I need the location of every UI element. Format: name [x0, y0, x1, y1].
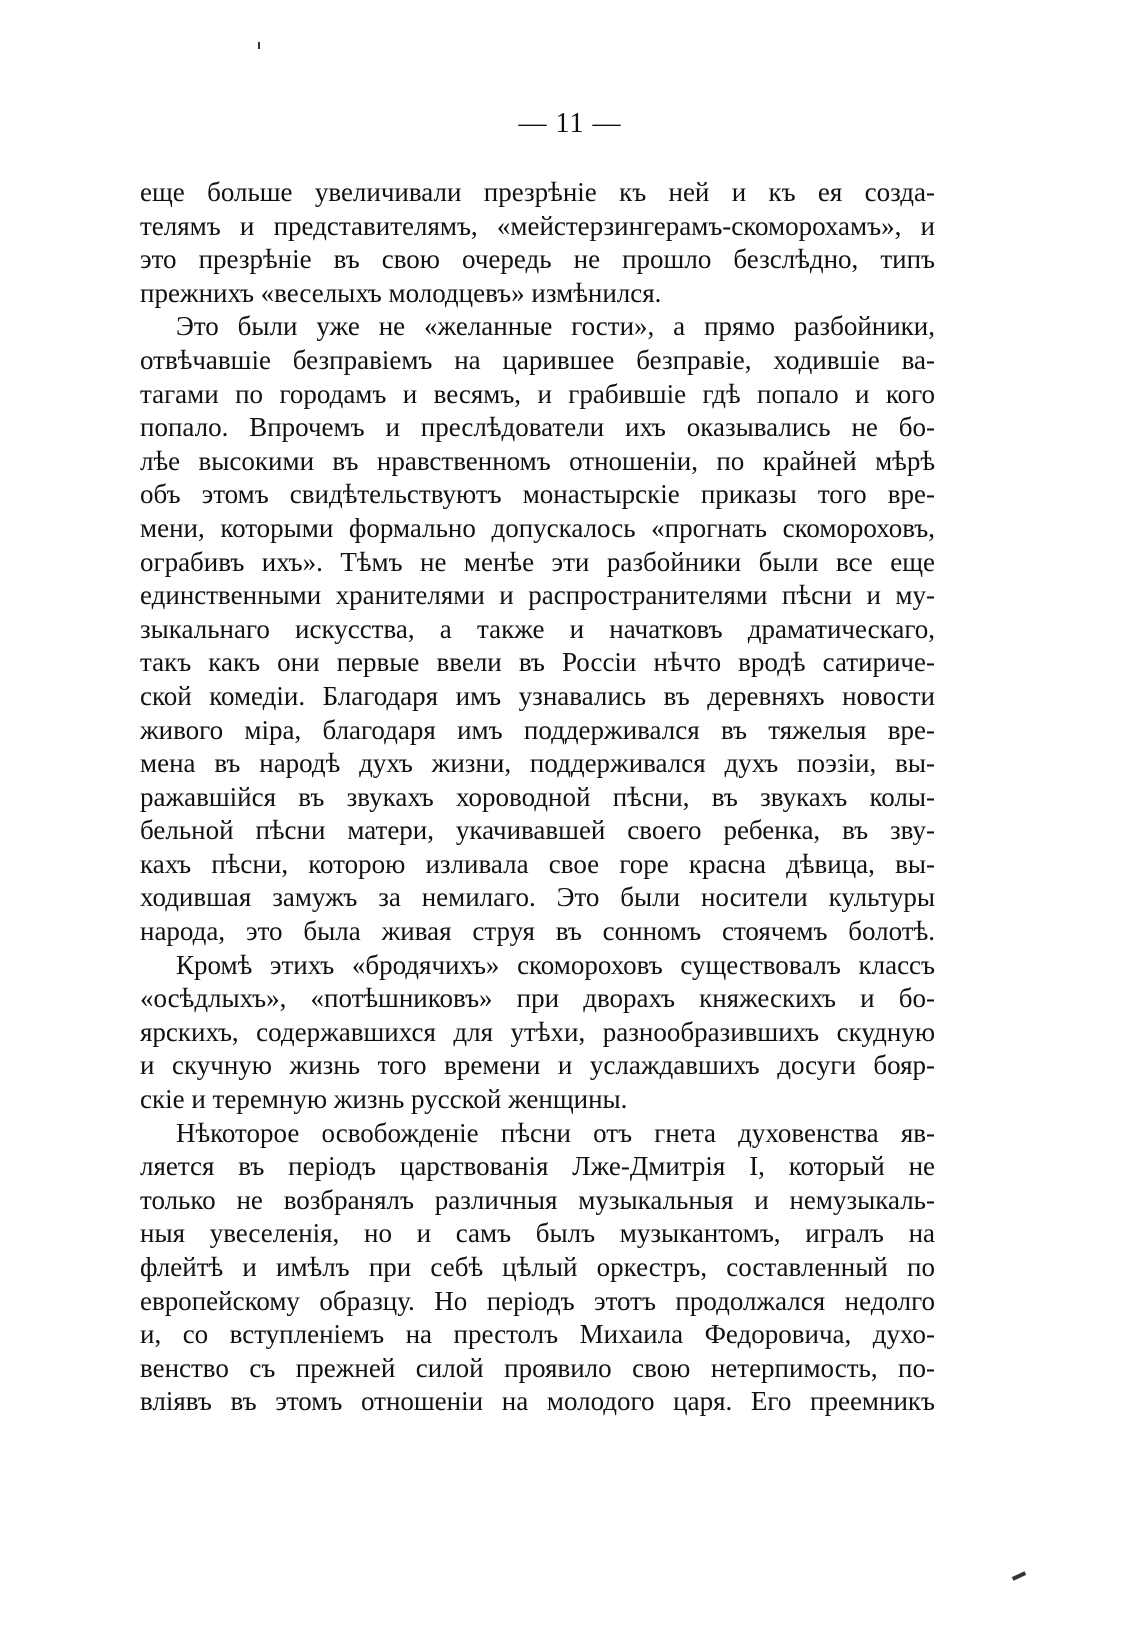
text-line: Это были уже не «желанные гости», а прямо разбойники,	[176, 311, 935, 342]
text-line: мени, которыми формально допускалось «прогнать скомороховъ,	[140, 512, 935, 543]
page-number: — 11 —	[518, 108, 622, 139]
text-line: отвѣчавшіе безправіемъ на царившее безправіе, ходившіе ва-	[140, 344, 935, 375]
text-line: попало. Впрочемъ и преслѣдователи ихъ оказывались не бо-	[140, 412, 935, 443]
text-line: ныя увеселенія, но и самъ былъ музыкантомъ, игралъ на	[140, 1218, 935, 1249]
text-line: лѣе высокими въ нравственномъ отношеніи, по крайней мѣрѣ	[140, 445, 935, 476]
text-line: ляется въ періодъ царствованія Лже-Дмитрія I, который не	[140, 1151, 935, 1182]
text-line: и, со вступленіемъ на престолъ Михаила Федоровича, духо-	[140, 1319, 935, 1350]
text-line: народа, это была живая струя въ сонномъ стоячемъ болотѣ.	[140, 916, 935, 947]
text-line: это презрѣніе въ свою очередь не прошло безслѣдно, типъ	[140, 244, 935, 275]
text-line: ской комедіи. Благодаря имъ узнавались въ деревняхъ новости	[140, 680, 935, 711]
text-line: мена въ народѣ духъ жизни, поддерживался духъ поэзіи, вы-	[140, 748, 935, 779]
text-line: вліявъ въ этомъ отношеніи на молодого царя. Его преемникъ	[140, 1386, 935, 1417]
text-line: живого міра, благодаря имъ поддерживался въ тяжелыя вре-	[140, 714, 935, 745]
scan-speck	[258, 42, 260, 49]
text-line: объ этомъ свидѣтельствуютъ монастырскіе приказы того вре-	[140, 479, 935, 510]
text-line: «осѣдлыхъ», «потѣшниковъ» при дворахъ княжескихъ и бо-	[140, 983, 935, 1014]
text-line: прежнихъ «веселыхъ молодцевъ» измѣнился.	[140, 277, 662, 308]
text-line: и скучную жизнь того времени и услаждавшихъ досуги бояр-	[140, 1050, 935, 1081]
text-line: венство съ прежней силой проявило свою нетерпимость, по-	[140, 1352, 935, 1383]
text-line: единственными хранителями и распространителями пѣсни и му-	[140, 580, 935, 611]
text-line: скіе и теремную жизнь русской женщины.	[140, 1084, 628, 1115]
text-line: ражавшійся въ звукахъ хороводной пѣсни, въ звукахъ колы-	[140, 781, 935, 812]
text-line: зыкальнаго искусства, а также и начатковъ драматическаго,	[140, 613, 935, 644]
text-line: Нѣкоторое освобожденіе пѣсни отъ гнета духовенства яв-	[176, 1117, 935, 1148]
text-line: флейтѣ и имѣлъ при себѣ цѣлый оркестръ, составленный по	[140, 1252, 935, 1282]
text-line: еще больше увеличивали презрѣніе къ ней и къ ея созда-	[140, 177, 935, 207]
text-line: тагами по городамъ и весямъ, и грабившіе гдѣ попало и кого	[140, 378, 935, 409]
text-line: телямъ и представителямъ, «мейстерзингерамъ-скоморохамъ», и	[140, 210, 935, 241]
text-line: только не возбранялъ различныя музыкальныя и немузыкаль-	[140, 1184, 935, 1215]
text-line: такъ какъ они первые ввели въ Россіи нѣчто вродѣ сатириче-	[140, 647, 935, 678]
text-line: ограбивъ ихъ». Тѣмъ не менѣе эти разбойники были все еще	[140, 546, 935, 577]
text-line: кахъ пѣсни, которою изливала свое горе красна дѣвица, вы-	[140, 848, 935, 879]
text-line: Кромѣ этихъ «бродячихъ» скомороховъ существовалъ классъ	[176, 949, 935, 980]
text-line: ярскихъ, содержавшихся для утѣхи, разнообразившихъ скудную	[140, 1016, 935, 1047]
text-line: бельной пѣсни матери, укачивавшей своего ребенка, въ зву-	[140, 815, 935, 846]
text-line: ходившая замужъ за немилаго. Это были носители культуры	[140, 882, 935, 913]
body-text	[140, 176, 935, 1419]
scan-speck	[1012, 1571, 1026, 1581]
text-line: европейскому образцу. Но періодъ этотъ продолжался недолго	[140, 1285, 935, 1316]
